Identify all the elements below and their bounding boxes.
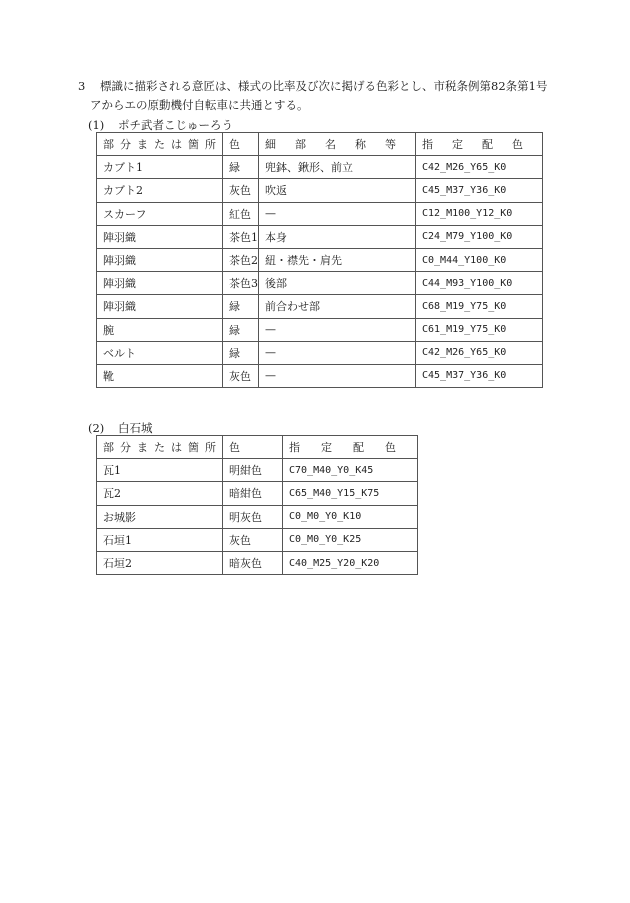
- cell-color: 明灰色: [223, 505, 283, 528]
- section1-number: (1): [88, 118, 105, 132]
- table-header-row: [97, 133, 543, 156]
- header-part: 部分または箇所: [97, 436, 223, 459]
- cell-part: 瓦1: [97, 459, 223, 482]
- cell-color: 茶色3: [223, 272, 259, 295]
- cell-spec: C70_M40_Y0_K45: [283, 459, 418, 482]
- cell-spec: C45_M37_Y36_K0: [416, 364, 543, 387]
- cell-detail: 吹返: [259, 179, 416, 202]
- cell-color: 茶色2: [223, 248, 259, 271]
- table-row: [97, 202, 543, 225]
- cell-spec: C45_M37_Y36_K0: [416, 179, 543, 202]
- table-row: [97, 318, 543, 341]
- cell-color: 緑: [223, 156, 259, 179]
- header-color: 色: [223, 436, 283, 459]
- cell-spec: C0_M0_Y0_K25: [283, 528, 418, 551]
- cell-part: 陣羽織: [97, 295, 223, 318]
- cell-part: スカーフ: [97, 202, 223, 225]
- intro-number: 3: [78, 79, 86, 93]
- cell-spec: C24_M79_Y100_K0: [416, 225, 543, 248]
- cell-detail: 本身: [259, 225, 416, 248]
- cell-color: 暗灰色: [223, 551, 283, 574]
- cell-part: 石垣1: [97, 528, 223, 551]
- cell-part: カブト2: [97, 179, 223, 202]
- cell-color: 紅色: [223, 202, 259, 225]
- intro-text-1: 標識に描彩される意匠は、様式の比率及び次に掲げる色彩とし、市税条例第82条第1号: [100, 79, 548, 93]
- table-row: [97, 248, 543, 271]
- cell-spec: C44_M93_Y100_K0: [416, 272, 543, 295]
- cell-part: 陣羽織: [97, 248, 223, 271]
- cell-spec: C68_M19_Y75_K0: [416, 295, 543, 318]
- cell-color: 灰色: [223, 528, 283, 551]
- cell-spec: C61_M19_Y75_K0: [416, 318, 543, 341]
- cell-detail: 後部: [259, 272, 416, 295]
- header-spec: 指定配色: [416, 133, 543, 156]
- section2-number: (2): [88, 421, 105, 435]
- cell-spec: C0_M44_Y100_K0: [416, 248, 543, 271]
- cell-color: 明紺色: [223, 459, 283, 482]
- table-row: [97, 272, 543, 295]
- intro-line-2: アからエの原動機付自転車に共通とする。: [90, 98, 309, 112]
- cell-color: 緑: [223, 341, 259, 364]
- cell-detail: —: [259, 364, 416, 387]
- cell-color: 緑: [223, 318, 259, 341]
- cell-part: 靴: [97, 364, 223, 387]
- table-row: [97, 364, 543, 387]
- cell-part: ベルト: [97, 341, 223, 364]
- cell-spec: C65_M40_Y15_K75: [283, 482, 418, 505]
- cell-spec: C42_M26_Y65_K0: [416, 156, 543, 179]
- table-row: [97, 551, 418, 574]
- intro-line-1: [78, 77, 547, 96]
- cell-spec: C12_M100_Y12_K0: [416, 202, 543, 225]
- cell-color: 緑: [223, 295, 259, 318]
- cell-detail: 前合わせ部: [259, 295, 416, 318]
- cell-detail: 兜鉢、鍬形、前立: [259, 156, 416, 179]
- header-detail: 細部名称等: [259, 133, 416, 156]
- table-row: [97, 505, 418, 528]
- cell-spec: C0_M0_Y0_K10: [283, 505, 418, 528]
- cell-detail: —: [259, 318, 416, 341]
- header-part: 部分または箇所: [97, 133, 223, 156]
- table-row: [97, 156, 543, 179]
- table-row: [97, 459, 418, 482]
- section2-table: [96, 435, 418, 575]
- table-row: [97, 482, 418, 505]
- header-spec: 指定配色: [283, 436, 418, 459]
- cell-part: 陣羽織: [97, 272, 223, 295]
- table-row: [97, 295, 543, 318]
- cell-part: カブト1: [97, 156, 223, 179]
- table-row: [97, 528, 418, 551]
- cell-detail: 紐・襟先・肩先: [259, 248, 416, 271]
- cell-part: 石垣2: [97, 551, 223, 574]
- table-row: [97, 179, 543, 202]
- cell-spec: C40_M25_Y20_K20: [283, 551, 418, 574]
- cell-part: お城影: [97, 505, 223, 528]
- table-row: [97, 225, 543, 248]
- section2-title: 白石城: [118, 421, 153, 435]
- cell-part: 瓦2: [97, 482, 223, 505]
- cell-part: 陣羽織: [97, 225, 223, 248]
- cell-color: 暗紺色: [223, 482, 283, 505]
- cell-spec: C42_M26_Y65_K0: [416, 341, 543, 364]
- cell-color: 茶色1: [223, 225, 259, 248]
- cell-detail: —: [259, 202, 416, 225]
- cell-detail: —: [259, 341, 416, 364]
- section1-table: [96, 132, 543, 388]
- cell-color: 灰色: [223, 364, 259, 387]
- table-header-row: [97, 436, 418, 459]
- cell-part: 腕: [97, 318, 223, 341]
- table-row: [97, 341, 543, 364]
- section1-title: ポチ武者こじゅーろう: [118, 118, 233, 132]
- cell-color: 灰色: [223, 179, 259, 202]
- header-color: 色: [223, 133, 259, 156]
